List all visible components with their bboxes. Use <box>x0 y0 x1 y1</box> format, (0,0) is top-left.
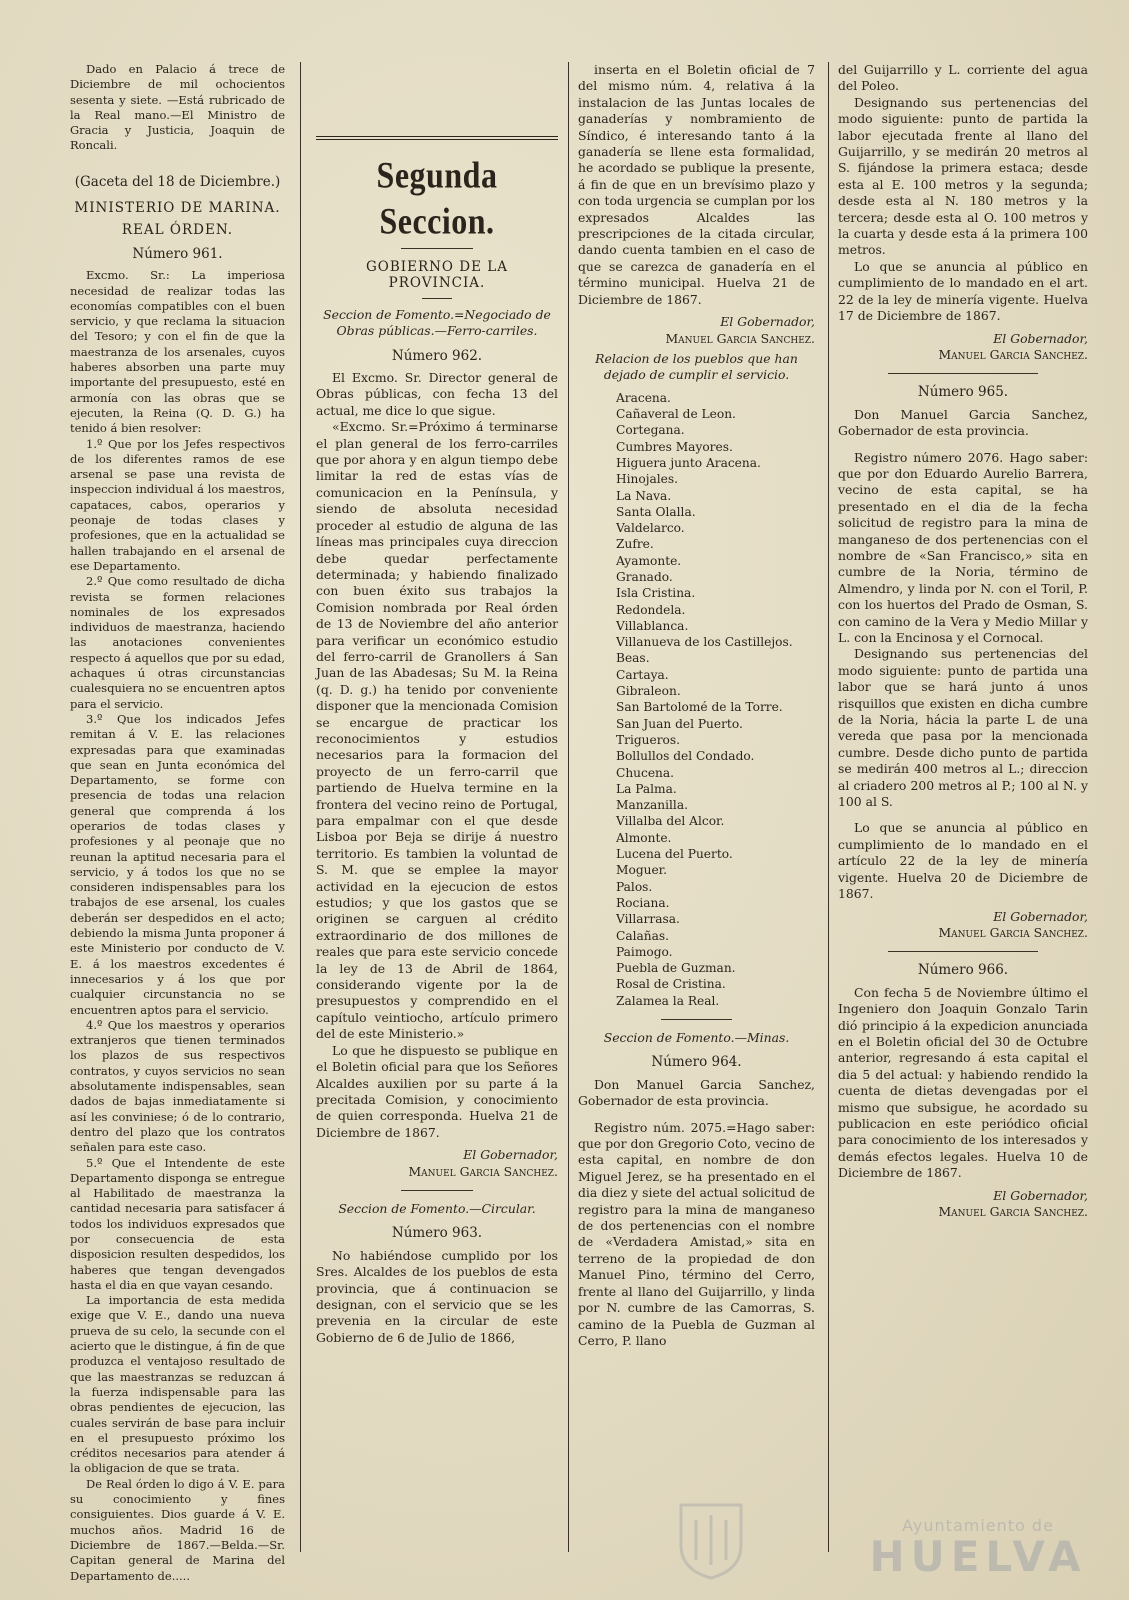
paragraph: Lo que he dispuesto se publique en el Boletin oficial para que los Señores Alcaldes auxilien por su parte á la precitada Comision, y conocimiento de quien corresponda. Huelva 21 de Diciembre de 1867. <box>316 1042 558 1140</box>
circular-heading: Seccion de Fomento.—Circular. <box>338 1200 536 1216</box>
town-list-item: Granado. <box>616 569 673 584</box>
column-divider <box>568 62 569 1552</box>
town-list-item: Manzanilla. <box>616 798 688 813</box>
divider <box>401 248 474 249</box>
town-list-item: Paimogo. <box>616 944 673 959</box>
town-list-item: Rociana. <box>616 895 670 910</box>
town-list-item: Higuera junto Aracena. <box>616 455 761 470</box>
town-list-item: Zufre. <box>616 537 654 552</box>
town-list-item: Almonte. <box>616 830 672 845</box>
town-list-item: La Nava. <box>616 488 672 503</box>
divider <box>661 1019 732 1020</box>
paragraph: La importancia de esta medida exige que V. E., dando una nueva prueva de su celo, la secunde con el acierto que le distingue, á fin de que produzca el ventajoso resultado de que las maestranzas se reduzcan á la fuerza indispensable para las obras pendientes de ejecucion, las cuales servirán de base para incluir en el presupuesto próximo los créditos necesarios para atender á la obligacion de que se trata. <box>70 1293 285 1476</box>
article-number: Número 964. <box>651 1054 742 1071</box>
paragraph: 4.º Que los maestros y operarios extranjeros que tienen terminados los plazos de sus respectivos contratos, y cuyos servicios no sean absolutamente indispensables, sean dados de bajas inmediatamente si así les conviniese; ó de lo contrario, dentro del plazo que los contratos señalen para este caso. <box>70 1017 285 1155</box>
watermark <box>863 1516 1093 1586</box>
town-list-item: Palos. <box>616 879 653 894</box>
town-list-item: Ayamonte. <box>616 553 682 568</box>
governor-intro: Don Manuel Garcia Sanchez, Gobernador de esta provincia. <box>578 1076 815 1109</box>
signature-name: Manuel Garcia Sanchez. <box>938 346 1088 362</box>
towns-list <box>616 390 815 1009</box>
town-list-item: Cortegana. <box>616 423 685 438</box>
real-orden-heading: REAL ÓRDEN. <box>121 221 234 238</box>
town-list-item: Cañaveral de Leon. <box>616 407 736 422</box>
paragraph: Lo que se anuncia al público en cumplimiento de lo mandado en el artículo 22 de la ley de minería vigente. Huelva 20 de Diciembre de 1867. <box>838 820 1088 902</box>
town-list-item: Rosal de Cristina. <box>616 977 726 992</box>
divider <box>422 298 452 299</box>
signature-title: El Gobernador, <box>720 314 815 330</box>
town-list-item: Cumbres Mayores. <box>616 439 733 454</box>
article-number: Número 966. <box>917 962 1009 979</box>
signature-title: El Gobernador, <box>993 330 1088 346</box>
paragraph: No habiéndose cumplido por los Sres. Alcaldes de los pueblos de esta provincia, que á continuacion se designan, con el servicio que se les prevenia en la circular de este Gobierno de 6 de Julio de 1866, <box>316 1247 558 1345</box>
town-list-item: Santa Olalla. <box>616 504 696 519</box>
signature-title: El Gobernador, <box>993 908 1088 924</box>
column-1 <box>70 62 285 1583</box>
column-2 <box>316 62 558 1560</box>
town-list-item: Zalamea la Real. <box>616 993 720 1008</box>
paragraph: inserta en el Boletin oficial de 7 del mismo núm. 4, relativa á la instalacion de las Juntas locales de ganaderías y nombramiento de Síndico, é interesando tanto á la ganadería se llene esta formalidad, he acordado se publique la presente, á fin de que en un brevísimo plazo y con toda urgencia se cumplan por los expresados Alcaldes las prescripciones de la citada circular, dando cuenta tambien en el caso de que se carezca de ganadería en el término municipal. Huelva 21 de Diciembre de 1867. <box>578 62 815 307</box>
fomento-heading: Seccion de Fomento.=Negociado de Obras públicas.—Ferro-carriles. <box>323 306 551 339</box>
town-list-item: Redondela. <box>616 602 686 617</box>
town-list-item: Moguer. <box>616 863 668 878</box>
paragraph: De Real órden lo digo á V. E. para su conocimiento y fines consiguientes. Dios guarde á V. E. muchos años. Madrid 16 de Diciembre de 1867.—Belda.—Sr. Capitan general de Marina del Departamento de..... <box>70 1476 285 1583</box>
divider <box>401 1190 474 1191</box>
minas-heading: Seccion de Fomento.—Minas. <box>603 1030 790 1045</box>
paragraph: Excmo. Sr.: La imperiosa necesidad de realizar todas las economías compatibles con el buen servicio, y que reclama la situacion del Tesoro; y con el fin de que la maestranza de los arsenales, cuyos haberes absorben una parte muy importante del presupuesto, esté en armonía con las obras que se ejecuten, la Reina (Q. D. G.) ha tenido á bien resolver: <box>70 268 285 436</box>
town-list-item: Aracena. <box>616 390 671 405</box>
article-number: Número 962. <box>391 347 483 364</box>
governor-intro: Don Manuel Garcia Sanchez, Gobernador de esta provincia. <box>838 406 1088 439</box>
paragraph: 1.º Que por los Jefes respectivos de los diferentes ramos de ese arsenal se pase una revista de inspeccion individual á los maestros, capataces, cabos, operarios y peonaje de todas clases y profesiones, que en la actualidad se hallen trabajando en el arsenal de ese Departamento. <box>70 436 285 573</box>
paragraph: del Guijarrillo y L. corriente del agua del Poleo. <box>838 62 1088 94</box>
town-list-item: Puebla de Guzman. <box>616 961 736 976</box>
signature-title: El Gobernador, <box>463 1147 558 1163</box>
town-list-item: Bollullos del Condado. <box>616 749 755 764</box>
gazette-reference: (Gaceta del 18 de Diciembre.) <box>74 173 281 190</box>
paragraph: El Excmo. Sr. Director general de Obras públicas, con fecha 13 del actual, me dice lo que sigue. <box>316 370 558 418</box>
divider <box>888 951 1038 952</box>
divider <box>888 373 1038 374</box>
shield-icon <box>676 1500 746 1580</box>
town-list-item: Valdelarco. <box>616 521 685 536</box>
paragraph: «Excmo. Sr.=Próximo á terminarse el plan general de los ferro-carriles que por ahora y en algun tiempo debe limitar la red de estas vías de comunicacion en la Península, y siendo de absoluta necesidad proceder al estudio de alguna de las líneas mas principales cuya direccion debe quedar perfectamente determinada; y habiendo finalizado con buen éxito sus trabajos la Comision nombrada por Real órden de 13 de Noviembre del año anterior para verificar un económico estudio del ferro-carril de Granollers á San Juan de las Abadesas; Su M. la Reina (q. D. g.) ha tenido por conveniente disponer que la mencionada Comision se encargue de practicar los reconocimientos y estudios necesarios para la formacion del proyecto de un ferro-carril que partiendo de Huelva termine en la frontera del vecino reino de Portugal, para empalmar con el que desde Lisboa por Beja se dirije á nuestro territorio. Es tambien la voluntad de S. M. que se emplee la mayor actividad en la ejecucion de estos estudios; y que los gastos que se originen se carguen al crédito extraordinario de dos millones de reales que para este servicio concede la ley de 13 de Abril de 1864, considerando vigente por la de presupuestos y comprendido en el capítulo veintiocho, artículo primero del de este Ministerio.» <box>316 419 558 1042</box>
paragraph: Designando sus pertenencias del modo siguiente: punto de partida la labor ejecutada frente al llano del Guijarrillo, y se medirán 20 metros al S. fijándose la primera estaca; desde esta al E. 100 metros y la segunda; desde esta al N. 180 metros y la tercera; desde esta al O. 100 metros y la cuarta y desde esta á la primera 100 metros. <box>838 94 1088 258</box>
column-divider <box>300 62 301 1552</box>
ministry-heading: MINISTERIO DE MARINA. <box>74 200 281 217</box>
town-list-item: Beas. <box>616 651 650 666</box>
town-list-item: San Bartolomé de la Torre. <box>616 700 783 715</box>
town-list-item: Villanueva de los Castillejos. <box>616 635 793 650</box>
article-number: Número 961. <box>132 245 223 262</box>
signature-name: Manuel Garcia Sanchez. <box>408 1163 558 1179</box>
section-title: Segunda Seccion. <box>376 154 498 242</box>
town-list-item: Gibraleon. <box>616 684 681 699</box>
article-number: Número 965. <box>917 384 1009 401</box>
column-divider <box>828 62 829 1552</box>
paragraph: Designando sus pertenencias del modo siguiente: punto de partida una labor que se hará junto á unos risquillos que existen en dicha cumbre de la Noria, hácia la parte L de una vereda que pasa por la mencionada cumbre. Desde dicho punto de partida se medirán 400 metros al L.; direccion al criadero 200 metros al P.; 100 al N. y 100 al S. <box>838 646 1088 810</box>
signature-name: Manuel Garcia Sanchez. <box>938 1204 1088 1219</box>
paragraph: 5.º Que el Intendente de este Departamento disponga se entregue al Habilitado de maestranza la cantidad necesaria para satisfacer á todos los individuos expresados que por consecuencia de esta disposicion resulten despedidos, los haberes que tengan devengados hasta el dia en que vayan cesando. <box>70 1155 285 1292</box>
town-list-item: Cartaya. <box>616 667 669 682</box>
column-3 <box>578 62 815 1560</box>
town-list-item: Chucena. <box>616 765 675 780</box>
town-list-item: Villablanca. <box>616 618 689 633</box>
signature-name: Manuel Garcia Sanchez. <box>665 330 815 346</box>
town-list-item: Hinojales. <box>616 472 678 487</box>
signature-title: El Gobernador, <box>993 1187 1088 1203</box>
paragraph: Registro núm. 2075.=Hago saber: que por don Gregorio Coto, vecino de esta capital, en nombre de don Miguel Jerez, se ha presentado en el dia diez y siete del actual solicitud de registro para la mina de manganeso de dos pertenencias con el nombre de «Verdadera Amistad,» sita en terreno de la propiedad de don Manuel Pino, término del Cerro, frente al llano del Guijarrillo, y linda por N. cumbre de las Camorras, S. camino de la Puebla de Guzman al Cerro, P. llano <box>578 1119 815 1348</box>
watermark-line1: Ayuntamiento de <box>902 1516 1054 1535</box>
town-list-item: San Juan del Puerto. <box>616 716 743 731</box>
town-list-item: Isla Cristina. <box>616 586 696 601</box>
paragraph: 3.º Que los indicados Jefes remitan á V. E. las relaciones expresadas para que examinadas que sean en Junta económica del Departamento, se forme con presencia de todas una relacion general que comprenda á los operarios de todas clases y profesiones y al peonaje que no reunan la aptitud necesaria para el servicio, y á todos los que no se consideren indispensables para los trabajos de ese arsenal, los cuales deberán ser despedidos en el acto; debiendo la misma Junta proponer á este Ministerio por conducto de V. E. á los maestros excedentes é innecesarios y á los que por cualquier circunstancia no se encuentren aptos para el servicio. <box>70 711 285 1017</box>
article-number: Número 963. <box>391 1225 483 1242</box>
town-list-item: Villalba del Alcor. <box>616 814 725 829</box>
town-list-item: Lucena del Puerto. <box>616 847 733 862</box>
town-list-item: La Palma. <box>616 781 677 796</box>
gobierno-heading: GOBIERNO DE LA PROVINCIA. <box>366 259 508 292</box>
relacion-heading: Relacion de los pueblos que han dejado de cumplir el servicio. <box>595 350 798 383</box>
decree-closing: Dado en Palacio á trece de Diciembre de mil ochocientos sesenta y siete. —Está rubricado de la Real mano.—El Ministro de Gracia y Justicia, Joaquin de Roncali. <box>70 62 285 153</box>
signature-name: Manuel Garcia Sanchez. <box>938 924 1088 940</box>
column-4 <box>838 62 1088 1560</box>
section-rule <box>316 136 558 140</box>
paragraph: 2.º Que como resultado de dicha revista se formen relaciones nominales de los expresados individuos de maestranza, haciendo las anotaciones convenientes respecto á aquellos que por su edad, achaques ú otras circunstancias cualesquiera no se encuentren aptos para el servicio. <box>70 574 285 711</box>
town-list-item: Trigueros. <box>616 732 681 747</box>
town-list-item: Villarrasa. <box>616 912 680 927</box>
paragraph: Con fecha 5 de Noviembre último el Ingeniero don Joaquin Gonzalo Tarin dió principio á la expedicion anunciada en el Boletin oficial del 30 de Octubre anterior, regresando á esta capital el dia 5 del actual: y habiendo rendido la cuenta de dietas devengadas por el mismo que subsigue, he acordado su publicacion en este periódico oficial para conocimiento de los interesados y demás efectos legales. Huelva 10 de Diciembre de 1867. <box>838 984 1088 1181</box>
town-list-item: Calañas. <box>616 928 669 943</box>
paragraph: Registro número 2076. Hago saber: que por don Eduardo Aurelio Barrera, vecino de esta capital, se ha presentado en el dia de la fecha solicitud de registro para la mina de manganeso de dos pertenencias con el nombre de «San Francisco,» sita en cumbre de la Noria, término de Almendro, y linda por N. con el Toril, P. con los huertos del Prado de Osman, S. con camino de la Vera y Medio Millar y L. con la Encinosa y el Cornocal. <box>838 449 1088 645</box>
watermark-line2: HUELVA <box>869 1532 1087 1581</box>
paragraph: Lo que se anuncia al público en cumplimiento de lo mandado en el art. 22 de la ley de minería vigente. Huelva 17 de Diciembre de 1867. <box>838 258 1088 324</box>
